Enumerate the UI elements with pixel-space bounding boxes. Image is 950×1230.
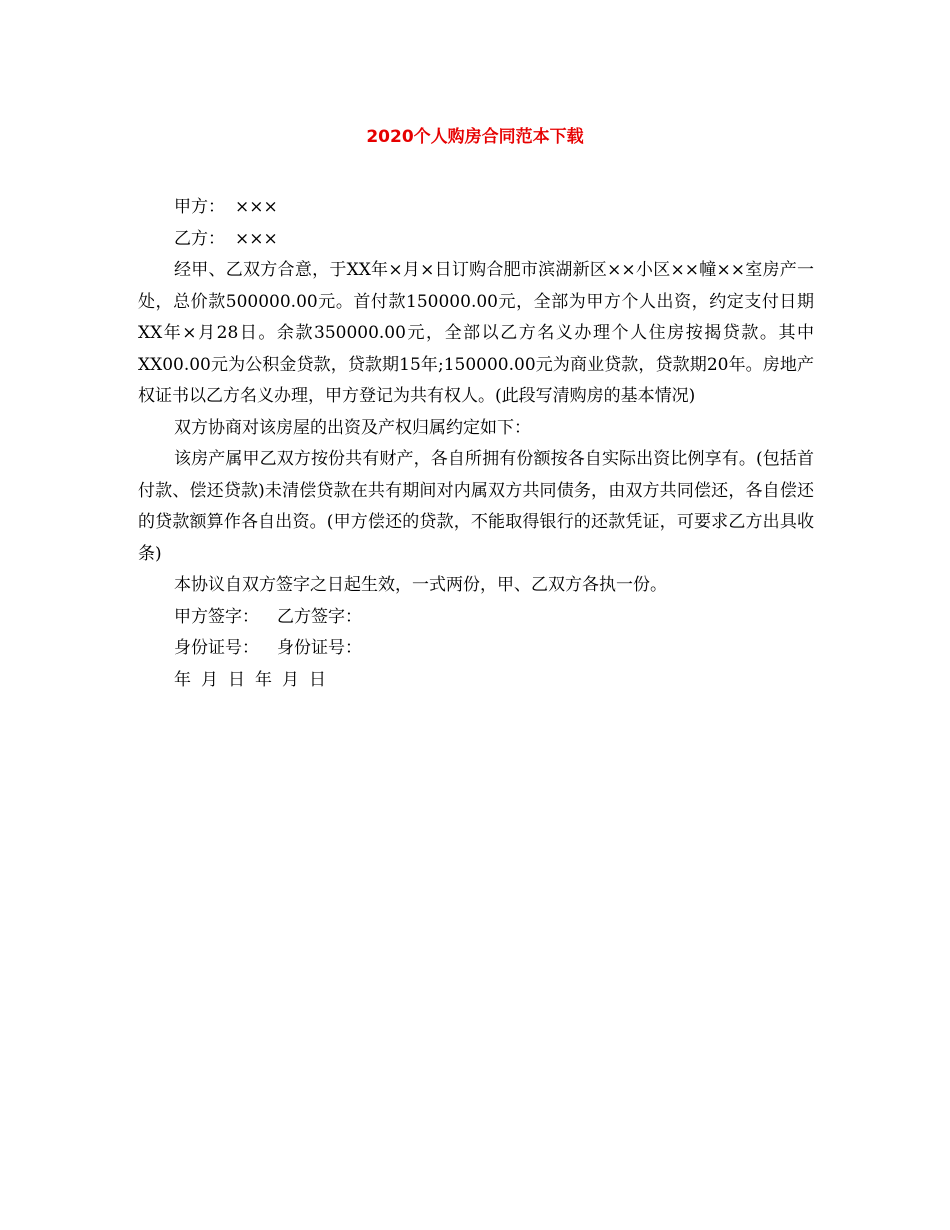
paragraph-agreement-intro: 双方协商对该房屋的出资及产权归属约定如下： [174,417,531,438]
party-a-signature-label: 甲方签字： [174,606,259,627]
date-month-a: 月 [201,669,218,690]
date-month-b: 月 [282,669,299,690]
date-line [138,665,814,697]
party-b-signature-label: 乙方签字： [277,606,362,627]
date-year-a: 年 [174,669,191,690]
party-b-name: ××× [235,228,278,249]
party-a-line [138,192,814,224]
party-a-name: ××× [235,197,278,217]
party-a-id-label: 身份证号： [174,638,259,658]
document-title: 2020个人购房合同范本下载 [366,127,584,147]
date-year-b: 年 [255,669,272,690]
paragraph-purchase-details: 经甲、乙双方合意，于XX年×月×日订购合肥市滨湖新区××小区××幢××室房产一处，总价款500000.00元。首付款150000.00元，全部为甲方个人出资，约定支付日期XX年×月28日。余款350000.00元，全部以乙方名义办理个人住房按揭贷款。其中XX00.00元为公积金贷款，贷款期15年;150000.00元为商业贷款，贷款期20年。房地产权证书以乙方名义办理，甲方登记为共有权人。(此段写清购房的基本情况) [138,260,814,406]
paragraph-ownership-terms: 该房产属甲乙双方按份共有财产，各自所拥有份额按各自实际出资比例享有。(包括首付款、偿还贷款)未清偿贷款在共有期间对内属双方共同债务，由双方共同偿还，各自偿还的贷款额算作各自出资。(甲方偿还的贷款，不能取得银行的还款凭证，可要求乙方出具收条) [138,449,814,564]
party-b-line [138,224,814,256]
party-a-label: 甲方： [174,197,225,217]
document-body [138,192,814,696]
party-b-id-label: 身份证号： [277,638,362,658]
signature-line [138,602,814,634]
id-number-line [138,633,814,665]
date-day-b: 日 [309,669,326,690]
party-b-label: 乙方： [174,228,225,249]
paragraph-effective-clause: 本协议自双方签字之日起生效，一式两份，甲、乙双方各执一份。 [174,575,667,595]
date-day-a: 日 [228,669,245,690]
